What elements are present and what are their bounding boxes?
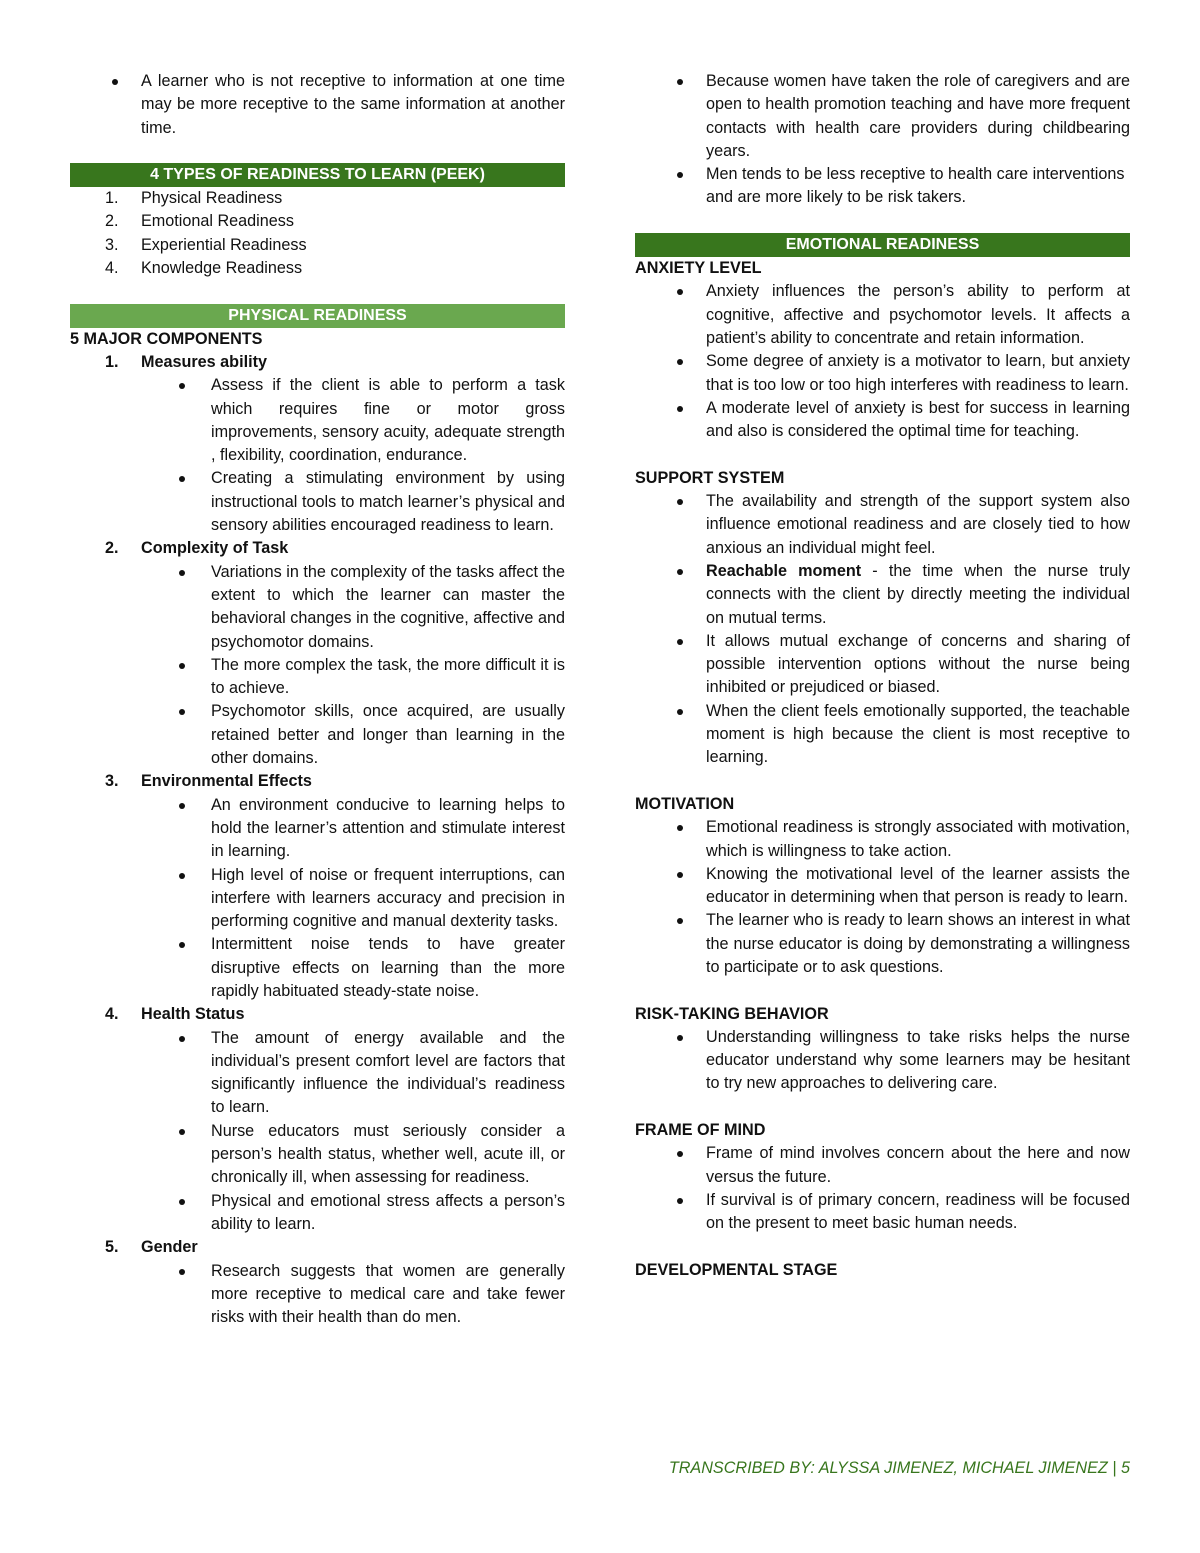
components-heading: 5 MAJOR COMPONENTS: [70, 329, 263, 348]
component-title: 1. Measures ability: [105, 352, 267, 371]
list-item: Understanding willingness to take risks helps the nurse educator understand why some learners may be hesitant to try new approaches to delivering care.: [635, 1026, 1130, 1096]
list-item: If survival is of primary concern, readiness will be focused on the present to meet basic human needs.: [635, 1189, 1130, 1236]
list-item: It allows mutual exchange of concerns and sharing of possible intervention options without the nurse being inhibited or prejudiced or biased.: [635, 630, 1130, 700]
list-item: Men tends to be less receptive to health care interventions and are more likely to be risk takers.: [635, 163, 1130, 210]
list-item: The more complex the task, the more difficult it is to achieve.: [70, 654, 565, 701]
list-item: The learner who is ready to learn shows an interest in what the nurse educator is doing by demonstrating a willingness to participate or to ask questions.: [635, 909, 1130, 979]
list-item: High level of noise or frequent interruptions, can interfere with learners accuracy and precision in performing cognitive and manual dexterity tasks.: [70, 864, 565, 934]
emotional-readiness-banner: EMOTIONAL READINESS: [635, 233, 1130, 257]
list-item: Frame of mind involves concern about the here and now versus the future.: [635, 1142, 1130, 1189]
list-item: Creating a stimulating environment by using instructional tools to match learner’s physical and sensory abilities encouraged readiness to learn.: [70, 467, 565, 537]
list-item: Reachable moment - the time when the nurse truly connects with the client by directly meeting the individual on mutual terms.: [635, 560, 1130, 630]
types-list: [70, 187, 565, 280]
list-item: Assess if the client is able to perform a task which requires fine or motor gross improvements, sensory acuity, adequate strength , flexibility, coordination, endurance.: [70, 374, 565, 467]
component-title: 4. Health Status: [105, 1005, 245, 1024]
component-title: 3. Environmental Effects: [105, 772, 312, 791]
reachable-term: Reachable moment: [706, 561, 862, 580]
intro-bullet: A learner who is not receptive to information at one time may be more receptive to the same information at another time.: [70, 70, 565, 140]
list-item: Emotional readiness is strongly associated with motivation, which is willingness to take action.: [635, 816, 1130, 863]
list-item: Variations in the complexity of the tasks affect the extent to which the learner can master the behavioral changes in the cognitive, affective and psychomotor domains.: [70, 561, 565, 654]
risk-heading: RISK-TAKING BEHAVIOR: [635, 1004, 829, 1023]
left-column: [70, 70, 565, 1329]
component-title: 2. Complexity of Task: [105, 539, 289, 558]
list-item: Some degree of anxiety is a motivator to learn, but anxiety that is too low or too high interferes with readiness to learn.: [635, 350, 1130, 397]
motivation-heading: MOTIVATION: [635, 794, 735, 813]
list-item: 1. Physical Readiness: [105, 189, 283, 208]
component-title: 5. Gender: [105, 1238, 198, 1257]
list-item: Anxiety influences the person’s ability to perform at cognitive, affective and psychomotor levels. It affects a patient’s ability to concentrate and retain information.: [635, 280, 1130, 350]
list-item: An environment conducive to learning helps to hold the learner’s attention and stimulate interest in learning.: [70, 794, 565, 864]
list-item: The amount of energy available and the individual’s present comfort level are factors that significantly influence the individual’s readiness to learn.: [70, 1027, 565, 1120]
list-item: Intermittent noise tends to have greater disruptive effects on learning than the more rapidly habituated steady-state noise.: [70, 933, 565, 1003]
list-item: 4. Knowledge Readiness: [105, 259, 303, 278]
list-item: Nurse educators must seriously consider a person’s health status, whether well, acute ill, or chronically ill, when assessing for readiness.: [70, 1120, 565, 1190]
list-item: Knowing the motivational level of the learner assists the educator in determining when that person is ready to learn.: [635, 863, 1130, 910]
list-item: The availability and strength of the support system also influence emotional readiness and are closely tied to how anxious an individual might feel.: [635, 490, 1130, 560]
developmental-heading: DEVELOPMENTAL STAGE: [635, 1260, 838, 1279]
right-column: [635, 70, 1130, 1282]
frame-heading: FRAME OF MIND: [635, 1121, 766, 1140]
list-item: Psychomotor skills, once acquired, are usually retained better and longer than learning in the other domains.: [70, 700, 565, 770]
list-item: Research suggests that women are generally more receptive to medical care and take fewer risks with their health than do men.: [70, 1260, 565, 1330]
list-item: Because women have taken the role of caregivers and are open to health promotion teaching and have more frequent contacts with health care providers during childbearing years.: [635, 70, 1130, 163]
types-banner: 4 TYPES OF READINESS TO LEARN (PEEK): [70, 163, 565, 187]
anxiety-heading: ANXIETY LEVEL: [635, 259, 762, 278]
support-heading: SUPPORT SYSTEM: [635, 468, 785, 487]
footer-credit: TRANSCRIBED BY: ALYSSA JIMENEZ, MICHAEL JIMENEZ | 5: [668, 1459, 1130, 1477]
list-item: 2. Emotional Readiness: [105, 212, 294, 231]
list-item: 3. Experiential Readiness: [105, 235, 307, 254]
list-item: A moderate level of anxiety is best for success in learning and also is considered the optimal time for teaching.: [635, 397, 1130, 444]
physical-readiness-banner: PHYSICAL READINESS: [70, 304, 565, 328]
list-item: When the client feels emotionally supported, the teachable moment is high because the client is most receptive to learning.: [635, 700, 1130, 770]
list-item: Physical and emotional stress affects a person’s ability to learn.: [70, 1190, 565, 1237]
